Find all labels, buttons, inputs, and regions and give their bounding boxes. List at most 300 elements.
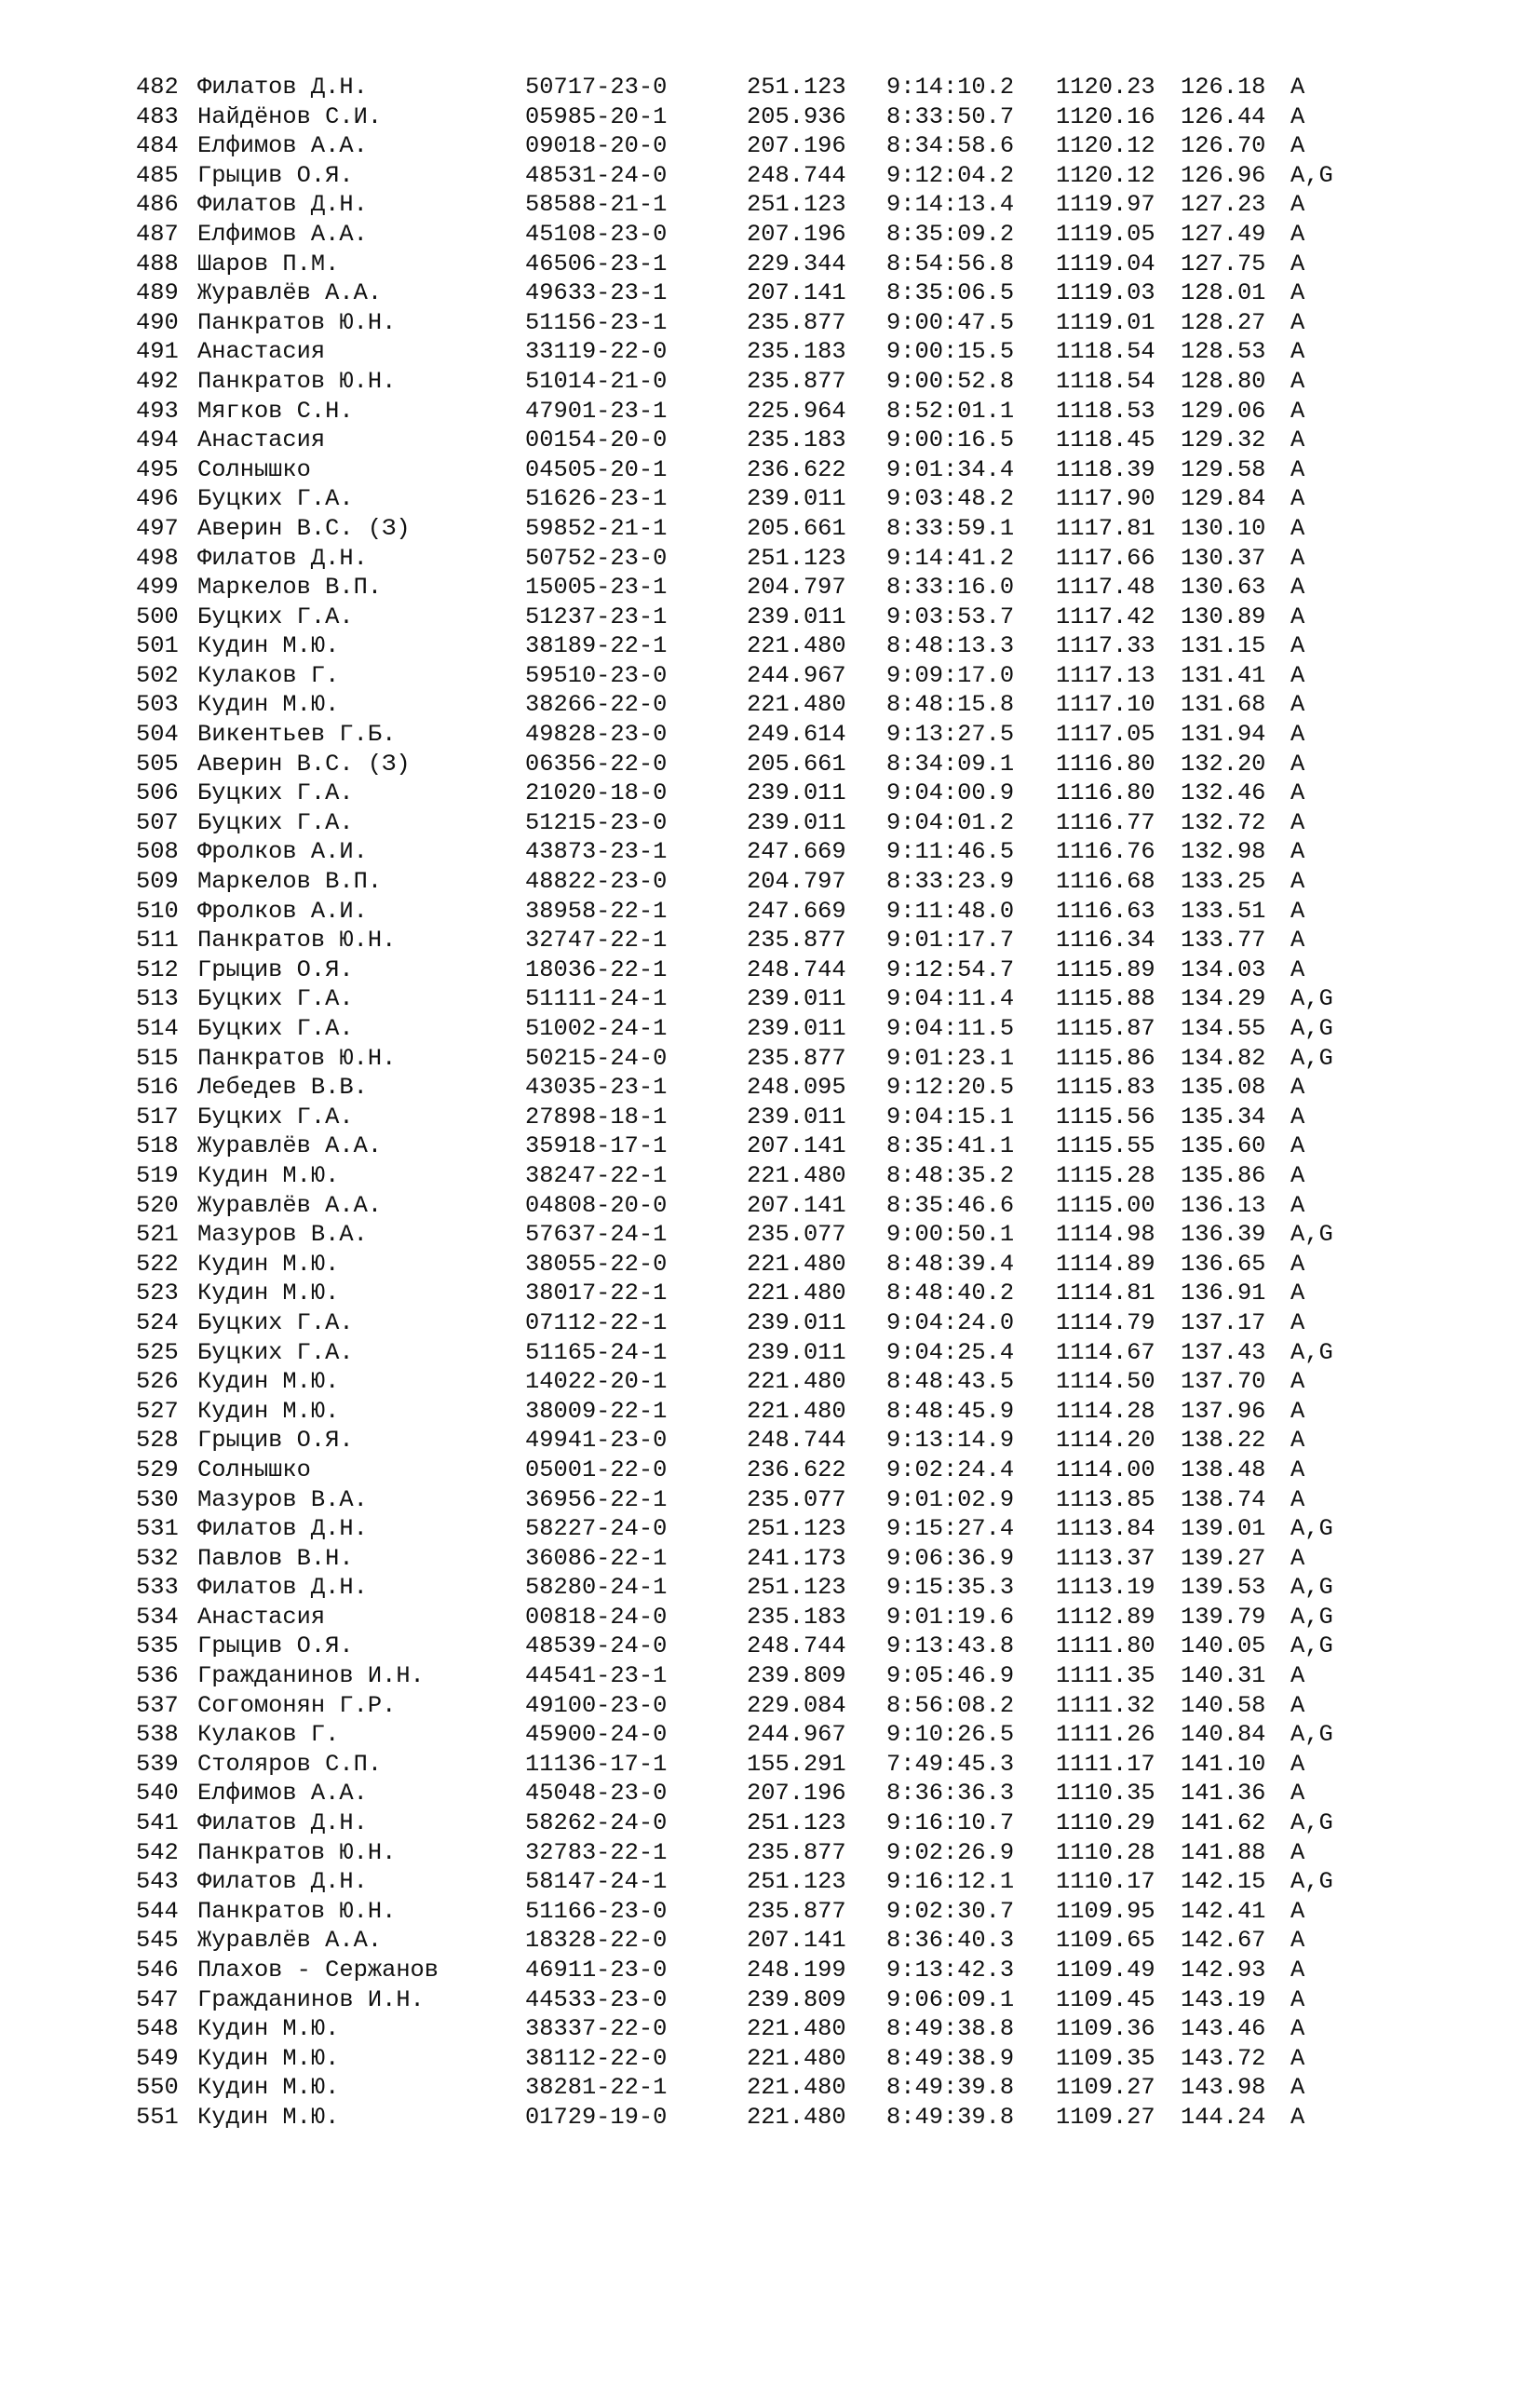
position-cell: 499: [136, 574, 179, 602]
position-cell: 525: [136, 1338, 179, 1366]
distance-cell: 235.877: [747, 1838, 846, 1866]
arrival-time-cell: 9:03:53.7: [886, 603, 1015, 630]
arrival-time-cell: 8:49:39.8: [886, 2074, 1015, 2102]
arrival-time-cell: 8:35:06.5: [886, 279, 1015, 307]
arrival-time-cell: 8:48:43.5: [886, 1368, 1015, 1396]
flag-cell: A,G: [1290, 1603, 1333, 1631]
result-row: [136, 1367, 1421, 1397]
distance-cell: 251.123: [747, 1574, 846, 1602]
ring-number-cell: 59510-23-0: [525, 661, 668, 689]
points-cell: 142.93: [1181, 1957, 1266, 1984]
fancier-name-cell: Журавлёв А.А.: [197, 1132, 383, 1160]
points-cell: 130.10: [1181, 514, 1266, 542]
result-row: [136, 2073, 1421, 2103]
result-row: [136, 897, 1421, 927]
arrival-time-cell: 9:04:11.5: [886, 1015, 1015, 1042]
position-cell: 510: [136, 897, 179, 925]
arrival-time-cell: 9:12:54.7: [886, 955, 1015, 983]
result-row: [136, 426, 1421, 455]
points-cell: 126.44: [1181, 102, 1266, 130]
result-row: [136, 1220, 1421, 1250]
flag-cell: A: [1290, 1427, 1305, 1455]
result-row: [136, 1956, 1421, 1985]
flag-cell: A: [1290, 191, 1305, 219]
arrival-time-cell: 9:02:30.7: [886, 1897, 1015, 1925]
position-cell: 495: [136, 455, 179, 483]
ring-number-cell: 38247-22-1: [525, 1161, 668, 1189]
speed-cell: 1115.55: [1056, 1132, 1155, 1160]
speed-cell: 1118.54: [1056, 338, 1155, 366]
points-cell: 137.43: [1181, 1338, 1266, 1366]
flag-cell: A: [1290, 2103, 1305, 2131]
result-row: [136, 131, 1421, 161]
result-row: [136, 1161, 1421, 1191]
distance-cell: 235.183: [747, 1603, 846, 1631]
result-row: [136, 397, 1421, 427]
speed-cell: 1116.63: [1056, 897, 1155, 925]
flag-cell: A: [1290, 514, 1305, 542]
fancier-name-cell: Лебедев В.В.: [197, 1074, 368, 1102]
result-row: [136, 514, 1421, 544]
speed-cell: 1113.37: [1056, 1544, 1155, 1572]
points-cell: 133.77: [1181, 927, 1266, 955]
points-cell: 134.82: [1181, 1044, 1266, 1072]
points-cell: 129.32: [1181, 427, 1266, 454]
distance-cell: 207.141: [747, 1927, 846, 1955]
position-cell: 539: [136, 1750, 179, 1778]
ring-number-cell: 50717-23-0: [525, 74, 668, 101]
flag-cell: A: [1290, 1191, 1305, 1219]
position-cell: 487: [136, 220, 179, 248]
ring-number-cell: 51014-21-0: [525, 367, 668, 395]
flag-cell: A: [1290, 1750, 1305, 1778]
result-row: [136, 337, 1421, 367]
ring-number-cell: 38112-22-0: [525, 2044, 668, 2072]
ring-number-cell: 38266-22-0: [525, 691, 668, 719]
points-cell: 139.01: [1181, 1515, 1266, 1543]
result-row: [136, 1720, 1421, 1750]
speed-cell: 1118.54: [1056, 367, 1155, 395]
fancier-name-cell: Анастасия: [197, 338, 326, 366]
points-cell: 126.96: [1181, 161, 1266, 189]
distance-cell: 248.095: [747, 1074, 846, 1102]
speed-cell: 1116.76: [1056, 838, 1155, 866]
points-cell: 134.29: [1181, 985, 1266, 1013]
arrival-time-cell: 9:03:48.2: [886, 485, 1015, 513]
position-cell: 514: [136, 1015, 179, 1042]
points-cell: 132.46: [1181, 779, 1266, 807]
points-cell: 136.39: [1181, 1221, 1266, 1249]
arrival-time-cell: 9:00:52.8: [886, 367, 1015, 395]
points-cell: 144.24: [1181, 2103, 1266, 2131]
flag-cell: A: [1290, 603, 1305, 630]
points-cell: 128.01: [1181, 279, 1266, 307]
arrival-time-cell: 8:35:09.2: [886, 220, 1015, 248]
ring-number-cell: 51215-23-0: [525, 808, 668, 836]
speed-cell: 1114.79: [1056, 1308, 1155, 1336]
ring-number-cell: 05985-20-1: [525, 102, 668, 130]
fancier-name-cell: Согомонян Г.Р.: [197, 1691, 397, 1719]
ring-number-cell: 51111-24-1: [525, 985, 668, 1013]
distance-cell: 225.964: [747, 397, 846, 425]
position-cell: 545: [136, 1927, 179, 1955]
flag-cell: A: [1290, 1662, 1305, 1690]
arrival-time-cell: 9:15:35.3: [886, 1574, 1015, 1602]
result-row: [136, 1897, 1421, 1927]
distance-cell: 221.480: [747, 2044, 846, 2072]
arrival-time-cell: 8:49:38.9: [886, 2044, 1015, 2072]
points-cell: 128.27: [1181, 308, 1266, 336]
speed-cell: 1115.83: [1056, 1074, 1155, 1102]
position-cell: 513: [136, 985, 179, 1013]
flag-cell: A: [1290, 1780, 1305, 1808]
flag-cell: A: [1290, 927, 1305, 955]
position-cell: 504: [136, 721, 179, 749]
position-cell: 547: [136, 1985, 179, 2013]
fancier-name-cell: Грыцив О.Я.: [197, 1427, 354, 1455]
arrival-time-cell: 9:01:19.6: [886, 1603, 1015, 1631]
distance-cell: 235.877: [747, 927, 846, 955]
position-cell: 482: [136, 74, 179, 101]
result-row: [136, 1838, 1421, 1868]
flag-cell: A: [1290, 808, 1305, 836]
speed-cell: 1114.89: [1056, 1250, 1155, 1278]
speed-cell: 1111.35: [1056, 1662, 1155, 1690]
position-cell: 505: [136, 750, 179, 778]
arrival-time-cell: 8:48:13.3: [886, 632, 1015, 660]
arrival-time-cell: 9:02:26.9: [886, 1838, 1015, 1866]
result-row: [136, 837, 1421, 867]
ring-number-cell: 18036-22-1: [525, 955, 668, 983]
fancier-name-cell: Маркелов В.П.: [197, 574, 383, 602]
arrival-time-cell: 9:14:13.4: [886, 191, 1015, 219]
fancier-name-cell: Столяров С.П.: [197, 1750, 383, 1778]
arrival-time-cell: 8:48:15.8: [886, 691, 1015, 719]
flag-cell: A: [1290, 544, 1305, 572]
position-cell: 506: [136, 779, 179, 807]
points-cell: 137.70: [1181, 1368, 1266, 1396]
flag-cell: A: [1290, 1308, 1305, 1336]
points-cell: 130.63: [1181, 574, 1266, 602]
speed-cell: 1115.86: [1056, 1044, 1155, 1072]
arrival-time-cell: 9:06:09.1: [886, 1985, 1015, 2013]
speed-cell: 1116.80: [1056, 779, 1155, 807]
points-cell: 131.15: [1181, 632, 1266, 660]
position-cell: 488: [136, 250, 179, 278]
position-cell: 531: [136, 1515, 179, 1543]
arrival-time-cell: 9:06:36.9: [886, 1544, 1015, 1572]
points-cell: 127.75: [1181, 250, 1266, 278]
points-cell: 136.91: [1181, 1280, 1266, 1307]
result-row: [136, 1573, 1421, 1603]
points-cell: 143.19: [1181, 1985, 1266, 2013]
flag-cell: A: [1290, 1132, 1305, 1160]
fancier-name-cell: Филатов Д.Н.: [197, 1574, 368, 1602]
arrival-time-cell: 9:14:41.2: [886, 544, 1015, 572]
ring-number-cell: 49633-23-1: [525, 279, 668, 307]
distance-cell: 221.480: [747, 1368, 846, 1396]
arrival-time-cell: 8:35:41.1: [886, 1132, 1015, 1160]
position-cell: 543: [136, 1868, 179, 1896]
arrival-time-cell: 9:01:17.7: [886, 927, 1015, 955]
arrival-time-cell: 8:35:46.6: [886, 1191, 1015, 1219]
result-row: [136, 1867, 1421, 1897]
position-cell: 549: [136, 2044, 179, 2072]
flag-cell: A: [1290, 1927, 1305, 1955]
distance-cell: 251.123: [747, 1515, 846, 1543]
distance-cell: 236.622: [747, 1456, 846, 1483]
speed-cell: 1119.03: [1056, 279, 1155, 307]
position-cell: 536: [136, 1662, 179, 1690]
result-row: [136, 1279, 1421, 1308]
position-cell: 517: [136, 1103, 179, 1131]
flag-cell: A,G: [1290, 1338, 1333, 1366]
speed-cell: 1119.05: [1056, 220, 1155, 248]
speed-cell: 1114.67: [1056, 1338, 1155, 1366]
points-cell: 140.05: [1181, 1632, 1266, 1660]
flag-cell: A: [1290, 838, 1305, 866]
result-row: [136, 984, 1421, 1014]
flag-cell: A: [1290, 1544, 1305, 1572]
points-cell: 130.89: [1181, 603, 1266, 630]
distance-cell: 239.011: [747, 808, 846, 836]
arrival-time-cell: 8:48:40.2: [886, 1280, 1015, 1307]
flag-cell: A: [1290, 338, 1305, 366]
flag-cell: A: [1290, 1838, 1305, 1866]
speed-cell: 1115.89: [1056, 955, 1155, 983]
result-row: [136, 661, 1421, 691]
speed-cell: 1116.77: [1056, 808, 1155, 836]
flag-cell: A: [1290, 1691, 1305, 1719]
result-row: [136, 750, 1421, 779]
points-cell: 134.55: [1181, 1015, 1266, 1042]
ring-number-cell: 14022-20-1: [525, 1368, 668, 1396]
ring-number-cell: 07112-22-1: [525, 1308, 668, 1336]
flag-cell: A: [1290, 1985, 1305, 2013]
points-cell: 135.08: [1181, 1074, 1266, 1102]
ring-number-cell: 51166-23-0: [525, 1897, 668, 1925]
result-row: [136, 1250, 1421, 1280]
result-row: [136, 2103, 1421, 2133]
result-row: [136, 161, 1421, 191]
distance-cell: 247.669: [747, 897, 846, 925]
ring-number-cell: 48822-23-0: [525, 868, 668, 896]
position-cell: 511: [136, 927, 179, 955]
arrival-time-cell: 9:04:00.9: [886, 779, 1015, 807]
flag-cell: A: [1290, 1074, 1305, 1102]
points-cell: 133.51: [1181, 897, 1266, 925]
position-cell: 497: [136, 514, 179, 542]
distance-cell: 249.614: [747, 721, 846, 749]
points-cell: 131.68: [1181, 691, 1266, 719]
ring-number-cell: 49828-23-0: [525, 721, 668, 749]
flag-cell: A: [1290, 955, 1305, 983]
points-cell: 132.20: [1181, 750, 1266, 778]
flag-cell: A: [1290, 868, 1305, 896]
distance-cell: 221.480: [747, 2074, 846, 2102]
ring-number-cell: 51626-23-1: [525, 485, 668, 513]
ring-number-cell: 35918-17-1: [525, 1132, 668, 1160]
points-cell: 132.72: [1181, 808, 1266, 836]
speed-cell: 1115.88: [1056, 985, 1155, 1013]
distance-cell: 251.123: [747, 1868, 846, 1896]
distance-cell: 236.622: [747, 455, 846, 483]
distance-cell: 207.196: [747, 132, 846, 160]
fancier-name-cell: Кудин М.Ю.: [197, 691, 340, 719]
arrival-time-cell: 9:00:50.1: [886, 1221, 1015, 1249]
flag-cell: A: [1290, 397, 1305, 425]
speed-cell: 1120.23: [1056, 74, 1155, 101]
points-cell: 135.86: [1181, 1161, 1266, 1189]
speed-cell: 1116.34: [1056, 927, 1155, 955]
position-cell: 491: [136, 338, 179, 366]
result-row: [136, 308, 1421, 338]
ring-number-cell: 58147-24-1: [525, 1868, 668, 1896]
result-row: [136, 1544, 1421, 1574]
distance-cell: 221.480: [747, 2103, 846, 2131]
fancier-name-cell: Грыцив О.Я.: [197, 1632, 354, 1660]
result-row: [136, 1514, 1421, 1544]
fancier-name-cell: Кудин М.Ю.: [197, 1161, 340, 1189]
ring-number-cell: 36956-22-1: [525, 1485, 668, 1513]
fancier-name-cell: Кудин М.Ю.: [197, 2044, 340, 2072]
speed-cell: 1113.85: [1056, 1485, 1155, 1513]
fancier-name-cell: Панкратов Ю.Н.: [197, 367, 397, 395]
speed-cell: 1114.28: [1056, 1397, 1155, 1425]
result-row: [136, 2044, 1421, 2074]
result-row: [136, 1103, 1421, 1132]
points-cell: 129.84: [1181, 485, 1266, 513]
arrival-time-cell: 8:36:36.3: [886, 1780, 1015, 1808]
speed-cell: 1117.10: [1056, 691, 1155, 719]
ring-number-cell: 51165-24-1: [525, 1338, 668, 1366]
position-cell: 548: [136, 2015, 179, 2043]
result-row: [136, 220, 1421, 250]
distance-cell: 207.196: [747, 1780, 846, 1808]
arrival-time-cell: 9:01:23.1: [886, 1044, 1015, 1072]
points-cell: 140.31: [1181, 1662, 1266, 1690]
arrival-time-cell: 8:48:39.4: [886, 1250, 1015, 1278]
speed-cell: 1118.53: [1056, 397, 1155, 425]
flag-cell: A: [1290, 1456, 1305, 1483]
fancier-name-cell: Кудин М.Ю.: [197, 2015, 340, 2043]
results-table: [136, 73, 1421, 2133]
points-cell: 138.22: [1181, 1427, 1266, 1455]
speed-cell: 1109.35: [1056, 2044, 1155, 2072]
speed-cell: 1115.56: [1056, 1103, 1155, 1131]
ring-number-cell: 00818-24-0: [525, 1603, 668, 1631]
fancier-name-cell: Павлов В.Н.: [197, 1544, 354, 1572]
result-row: [136, 1044, 1421, 1074]
flag-cell: A: [1290, 102, 1305, 130]
flag-cell: A: [1290, 279, 1305, 307]
speed-cell: 1117.48: [1056, 574, 1155, 602]
ring-number-cell: 05001-22-0: [525, 1456, 668, 1483]
distance-cell: 248.744: [747, 161, 846, 189]
arrival-time-cell: 9:01:34.4: [886, 455, 1015, 483]
speed-cell: 1118.45: [1056, 427, 1155, 454]
arrival-time-cell: 9:16:10.7: [886, 1809, 1015, 1837]
flag-cell: A: [1290, 1368, 1305, 1396]
ring-number-cell: 45108-23-0: [525, 220, 668, 248]
fancier-name-cell: Журавлёв А.А.: [197, 279, 383, 307]
position-cell: 529: [136, 1456, 179, 1483]
result-row: [136, 955, 1421, 985]
flag-cell: A: [1290, 1280, 1305, 1307]
result-row: [136, 2014, 1421, 2044]
result-row: [136, 484, 1421, 514]
points-cell: 136.13: [1181, 1191, 1266, 1219]
arrival-time-cell: 9:13:27.5: [886, 721, 1015, 749]
points-cell: 131.41: [1181, 661, 1266, 689]
points-cell: 135.60: [1181, 1132, 1266, 1160]
flag-cell: A,G: [1290, 1868, 1333, 1896]
points-cell: 129.58: [1181, 455, 1266, 483]
flag-cell: A: [1290, 2074, 1305, 2102]
distance-cell: 239.809: [747, 1985, 846, 2013]
ring-number-cell: 38189-22-1: [525, 632, 668, 660]
points-cell: 139.53: [1181, 1574, 1266, 1602]
position-cell: 483: [136, 102, 179, 130]
position-cell: 532: [136, 1544, 179, 1572]
arrival-time-cell: 9:13:42.3: [886, 1957, 1015, 1984]
ring-number-cell: 51156-23-1: [525, 308, 668, 336]
ring-number-cell: 47901-23-1: [525, 397, 668, 425]
position-cell: 544: [136, 1897, 179, 1925]
speed-cell: 1115.87: [1056, 1015, 1155, 1042]
points-cell: 142.15: [1181, 1868, 1266, 1896]
points-cell: 143.72: [1181, 2044, 1266, 2072]
points-cell: 129.06: [1181, 397, 1266, 425]
position-cell: 507: [136, 808, 179, 836]
result-row: [136, 1014, 1421, 1044]
arrival-time-cell: 8:33:50.7: [886, 102, 1015, 130]
ring-number-cell: 51002-24-1: [525, 1015, 668, 1042]
fancier-name-cell: Елфимов А.А.: [197, 1780, 368, 1808]
ring-number-cell: 51237-23-1: [525, 603, 668, 630]
distance-cell: 207.141: [747, 1191, 846, 1219]
fancier-name-cell: Филатов Д.Н.: [197, 1868, 368, 1896]
fancier-name-cell: Филатов Д.Н.: [197, 1515, 368, 1543]
result-row: [136, 1750, 1421, 1780]
ring-number-cell: 38281-22-1: [525, 2074, 668, 2102]
ring-number-cell: 48531-24-0: [525, 161, 668, 189]
arrival-time-cell: 9:13:14.9: [886, 1427, 1015, 1455]
ring-number-cell: 44533-23-0: [525, 1985, 668, 2013]
speed-cell: 1110.17: [1056, 1868, 1155, 1896]
result-row: [136, 720, 1421, 750]
ring-number-cell: 46911-23-0: [525, 1957, 668, 1984]
fancier-name-cell: Аверин В.С. (З): [197, 750, 411, 778]
result-row: [136, 455, 1421, 485]
fancier-name-cell: Елфимов А.А.: [197, 220, 368, 248]
speed-cell: 1109.65: [1056, 1927, 1155, 1955]
points-cell: 138.48: [1181, 1456, 1266, 1483]
points-cell: 136.65: [1181, 1250, 1266, 1278]
arrival-time-cell: 8:48:45.9: [886, 1397, 1015, 1425]
distance-cell: 248.199: [747, 1957, 846, 1984]
fancier-name-cell: Кудин М.Ю.: [197, 1368, 340, 1396]
speed-cell: 1117.66: [1056, 544, 1155, 572]
distance-cell: 207.141: [747, 1132, 846, 1160]
position-cell: 485: [136, 161, 179, 189]
result-row: [136, 1456, 1421, 1485]
ring-number-cell: 45048-23-0: [525, 1780, 668, 1808]
ring-number-cell: 38009-22-1: [525, 1397, 668, 1425]
points-cell: 140.84: [1181, 1721, 1266, 1749]
position-cell: 516: [136, 1074, 179, 1102]
flag-cell: A,G: [1290, 985, 1333, 1013]
